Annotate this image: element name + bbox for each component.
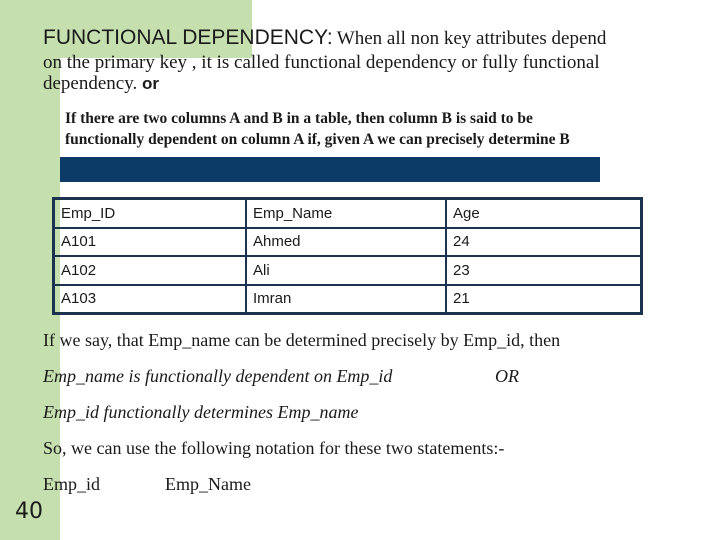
heading-definition-end: dependency. <box>43 73 138 94</box>
heading-or-label: or <box>142 74 159 93</box>
notation-left: Emp_id <box>43 474 100 494</box>
table-cell: Imran <box>246 285 446 314</box>
table-row <box>54 256 641 285</box>
table-cell: Ahmed <box>246 228 446 257</box>
table-cell: 24 <box>446 228 641 257</box>
definition-line2: functionally dependent on column A if, given A we can precisely determine B <box>65 131 570 148</box>
heading-term: FUNCTIONAL DEPENDENCY: <box>43 26 333 49</box>
header-cell-emp-name: Emp_Name <box>246 199 446 228</box>
notation-right: Emp_Name <box>165 474 251 494</box>
table-cell: 23 <box>446 256 641 285</box>
explanation-line2: Emp_name is functionally dependent on Emp_id <box>43 366 393 386</box>
table-row <box>54 285 641 314</box>
heading-line <box>43 26 606 50</box>
table-header-row <box>54 199 641 228</box>
table-cell: A101 <box>54 228 246 257</box>
explanation-line3: Emp_id functionally determines Emp_name <box>43 402 359 422</box>
header-cell-emp-id: Emp_ID <box>54 199 246 228</box>
header-cell-age: Age <box>446 199 641 228</box>
heading-definition-line2: on the primary key , it is called functional dependency or fully functional <box>43 52 600 73</box>
employee-table <box>52 197 643 315</box>
explanation-or-label: OR <box>495 366 519 386</box>
heading-definition-start: When all non key attributes depend <box>336 28 607 49</box>
definition-line1: If there are two columns A and B in a table, then column B is said to be <box>65 110 533 127</box>
table-cell: A102 <box>54 256 246 285</box>
table-cell: A103 <box>54 285 246 314</box>
navy-divider-bar <box>60 157 600 182</box>
table-row <box>54 228 641 257</box>
explanation-line4: So, we can use the following notation for these two statements:- <box>43 438 505 458</box>
table-cell: 21 <box>446 285 641 314</box>
heading-definition-line3 <box>43 73 159 95</box>
explanation-line1: If we say, that Emp_name can be determined precisely by Emp_id, then <box>43 330 561 350</box>
table-cell: Ali <box>246 256 446 285</box>
slide-number: 40 <box>15 499 43 524</box>
